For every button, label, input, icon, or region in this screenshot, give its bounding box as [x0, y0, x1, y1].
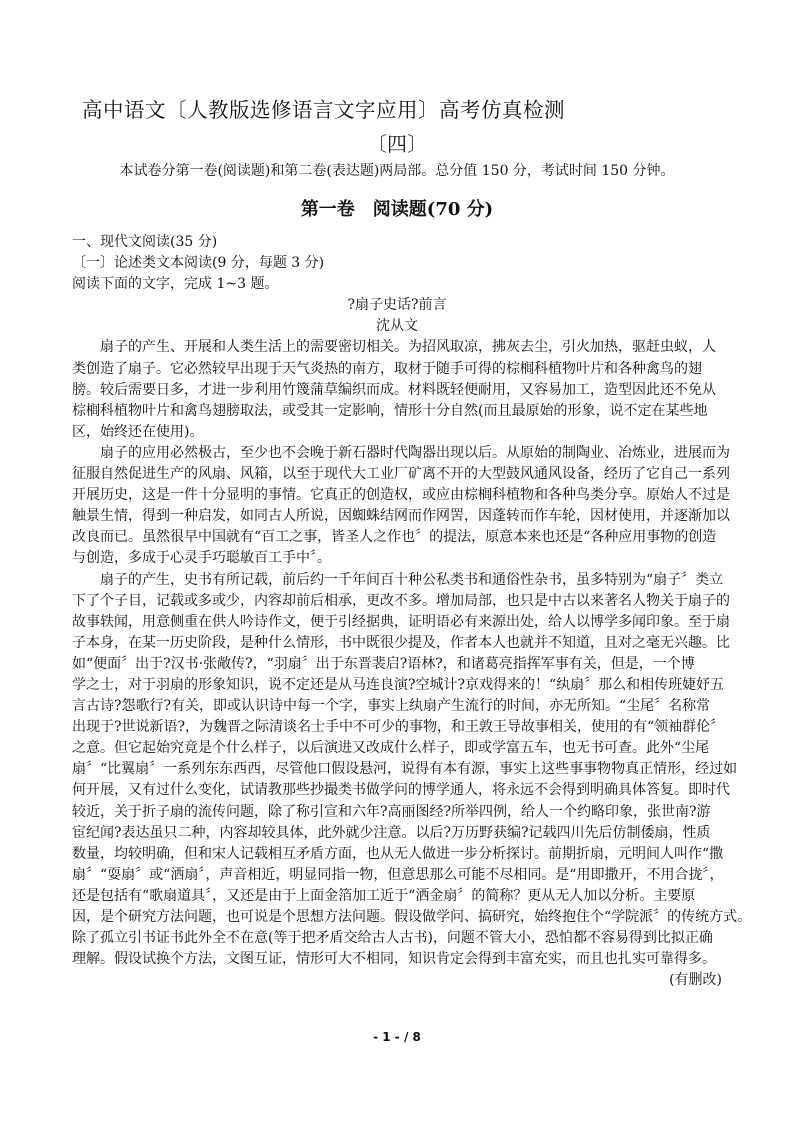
body-line: 学之士，对于羽扇的形象知识，说不定还是从马连良演?空城计?京戏得来的！“纨扇〞那么和相传班婕妤五 — [72, 676, 725, 693]
body-line: 出现于?世说新语?，为魏晋之际清谈名士手中不可少的事物，和王敦王导故事相关，使用的有“领袖群伦〞 — [72, 719, 725, 736]
body-line: 改良而已。虽然很早中国就有“百工之事，皆圣人之作也〞的提法，原意本来也还是“各种应用事物的创造 — [72, 529, 717, 546]
body-line: 子本身，在某一历史阶段，是种什么情形，书中既很少提及，作者本人也就并不知道，且对之毫无兴趣。比 — [72, 634, 730, 651]
body-line: 故事轶闻，用意侧重在供人吟诗作文，便于引经据典，证明语必有来源出处，给人以博学多闻印象。至于扇 — [72, 613, 730, 630]
body-line: 如“便面〞出于?汉书·张敞传?，“羽扇〞出于东晋裴启?语林?，和诸葛亮指挥军事有关，但是，一个博 — [72, 655, 695, 672]
body-line: 膀。较后需要日多，才进一步利用竹篾蒲草编织而成。材料既轻便耐用，又容易加工，造型因此还不免从 — [72, 381, 716, 398]
exam-subtitle: 〔四〕 — [367, 132, 427, 156]
page-number: - 1 - / 8 — [373, 1030, 421, 1044]
body-line: 数量，均较明确，但和宋人记载相互矛盾方面，也从无人做进一步分析探讨。前期折扇，元明间人叫作“撒 — [72, 845, 724, 862]
body-line: 棕榈科植物叶片和禽鸟翅膀取法，或受其一定影响，情形十分自然(而且最原始的形象，说不定在某些地 — [72, 402, 708, 419]
sub-section-heading: 〔一〕论述类文本阅读(9 分，每题 3 分) — [72, 255, 325, 272]
body-line: 因，是个研究方法问题，也可说是个思想方法问题。假设做学问、搞研究，始终抱住个“学院派〞的传统方式。 — [72, 909, 752, 925]
body-line: 扇〞“比翼扇〞一系列东东西西，尽管他口假设悬河，说得有本有源，事实上这些事事物物真正情形，经过如 — [72, 761, 738, 778]
body-line: 征服自然促进生产的风扇、风箱，以至于现代大工业厂矿离不开的大型鼓风通风设备，经历了它自己一系列 — [72, 466, 730, 483]
body-line: 扇〞“耍扇〞或“洒扇〞，声音相近，明显同指一物，但意思那么可能不尽相同。是“用即撒开，不用合拢〞， — [72, 866, 724, 883]
body-line: 扇子的产生、开展和人类生活上的需要密切相关。为招风取凉，拂灰去尘，引火加热，驱赶虫蚁，人 — [100, 339, 716, 356]
body-line: 开展历史，这是一件十分显明的事情。它真正的创造权，或应由棕榈科植物和各种鸟类分享。原始人不过是 — [72, 487, 730, 504]
exam-title: 高中语文〔人教版选修语言文字应用〕高考仿真检测 — [82, 98, 565, 122]
body-line: 之意。但它起始究竟是个什么样子，以后演进又改成什么样子，即或学富五车，也无书可查。此外“尘尾 — [72, 740, 710, 757]
body-line: 较近，关于折子扇的流传问题，除了称引宣和六年?高丽图经?所举四例，给人一个约略印象，张世南?游 — [72, 803, 711, 820]
body-line: 理解。假设试换个方法，文图互证，情形可大不相同，知识肯定会得到丰富充实，而且也扎实可靠得多。 — [72, 951, 716, 968]
body-line: 与创造，多成于心灵手巧聪敏百工手中〞。 — [72, 550, 331, 567]
body-line: 除了孤立引书证书此外全不在意(等于把矛盾交给古人古书)，问题不管大小，恐怕都不容易得到比拟正确 — [72, 930, 713, 947]
exam-intro: 本试卷分第一卷(阅读题)和第二卷(表达题)两局部。总分值 150 分，考试时间 150 分钟。 — [119, 163, 675, 179]
article-author: 沈从文 — [376, 318, 418, 335]
source-note: (有删改) — [669, 972, 722, 989]
body-line: 何开展，又有过什么变化，试请教那些抄撮类书做学问的博学通人，将永远不会得到明确具体答复。即时代 — [72, 782, 730, 799]
part-title: 第一卷 阅读题(70 分) — [300, 199, 494, 220]
body-line: 言古诗?怨歌行?有关，即或认识诗中每一个字，事实上纨扇产生流行的时间，亦无所知。“尘尾〞名称常 — [72, 698, 711, 715]
body-line: 触景生情，得到一种启发，如同古人所说，因蜘蛛结网而作网罟，因蓬转而作车轮，因材使用，并逐渐加以 — [72, 508, 730, 525]
body-line: 区，始终还在使用)。 — [72, 423, 204, 440]
body-line: 扇子的产生，史书有所记载，前后约一千年间百十种公私类书和通俗性杂书，虽多特别为“扇子〞类立 — [100, 571, 724, 588]
question-content — [72, 232, 752, 991]
body-line: 扇子的应用必然极古，至少也不会晚于新石器时代陶器出现以后。从原始的制陶业、冶炼业，进展而为 — [100, 444, 730, 461]
section-heading: 一、现代文阅读(35 分) — [72, 234, 218, 250]
article-title: ?扇子史话?前言 — [347, 297, 447, 314]
body-line: 还是包括有“歌扇道具〞，又还是由于上面金箔加工近于“洒金扇〞的简称？更从无人加以分析。主要原 — [72, 887, 696, 904]
body-line: 宦纪闻?表达虽只二种，内容却较具体，此外就少注意。以后?万历野获编?记载四川先后仿制倭扇，性质 — [72, 824, 711, 841]
reading-instruction: 阅读下面的文字，完成 1~3 题。 — [72, 276, 279, 293]
body-line: 类创造了扇子。它必然较早出现于天气炎热的南方，取材于随手可得的棕榈科植物叶片和各种禽鸟的翅 — [72, 360, 702, 377]
body-line: 下了个子目，记载或多或少，内容却前后相承，更改不多。增加局部，也只是中古以来著名人物关于扇子的 — [72, 592, 730, 609]
